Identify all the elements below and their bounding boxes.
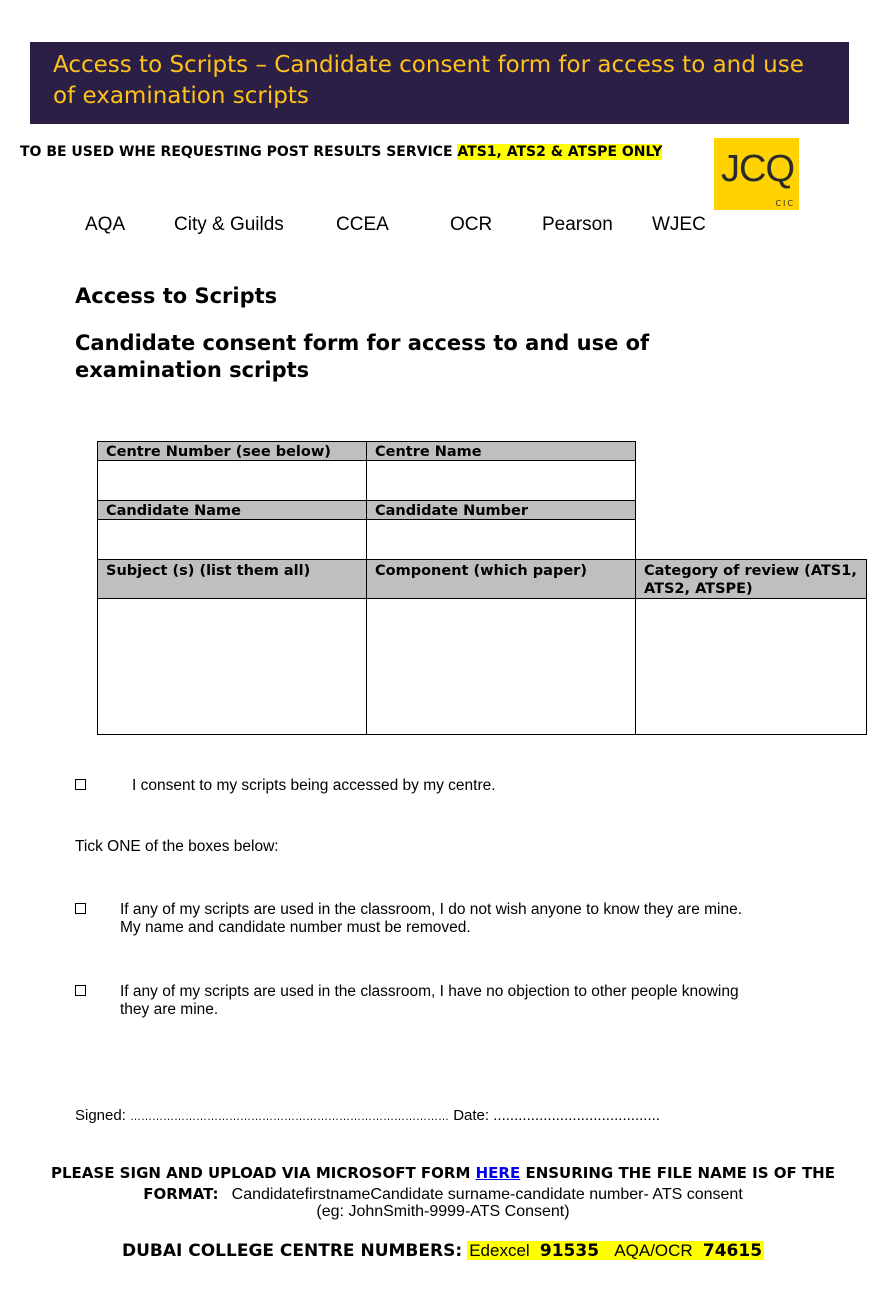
format-line: [0, 1184, 886, 1204]
board-pearson: Pearson: [542, 214, 613, 235]
centre-name-header: Centre Name: [366, 441, 636, 461]
service-notice-highlight: ATS1, ATS2 & ATSPE ONLY: [457, 144, 663, 160]
centre-number-header: Centre Number (see below): [97, 441, 367, 461]
consent-text: I consent to my scripts being accessed by my centre.: [132, 777, 496, 794]
format-label: FORMAT:: [143, 1185, 219, 1203]
option-anonymous-text-line1: If any of my scripts are used in the classroom, I do not wish anyone to know they are mine.: [120, 901, 743, 918]
centre-numbers-label: DUBAI COLLEGE CENTRE NUMBERS:: [121, 1241, 463, 1261]
category-header: Category of review (ATS1, ATS2, ATSPE): [635, 559, 867, 599]
signed-label: Signed:: [75, 1107, 126, 1124]
jcq-logo-subtext: CIC: [775, 199, 795, 208]
service-notice-text: TO BE USED WHE REQUESTING POST RESULTS SERVICE: [20, 144, 458, 160]
consent-checkbox[interactable]: [75, 779, 86, 790]
candidate-number-field[interactable]: [366, 519, 636, 560]
service-notice: [20, 144, 662, 160]
category-field[interactable]: [635, 598, 867, 735]
title-banner: [30, 42, 849, 124]
upload-text-part1: PLEASE SIGN AND UPLOAD VIA MICROSOFT FORM: [51, 1164, 476, 1182]
board-ocr: OCR: [450, 214, 493, 235]
heading-access-to-scripts: Access to Scripts: [75, 284, 278, 308]
banner-title-line2: of examination scripts: [53, 83, 309, 109]
candidate-number-header: Candidate Number: [366, 500, 636, 520]
format-value: CandidatefirstnameCandidate surname-candidate number- ATS consent: [231, 1186, 743, 1203]
jcq-logo: [714, 138, 799, 210]
date-label: Date:: [453, 1107, 490, 1124]
centre-numbers-line: [0, 1241, 886, 1261]
heading-consent-form: Candidate consent form for access to and use of examination scripts: [75, 331, 650, 382]
candidate-name-field[interactable]: [97, 519, 367, 560]
upload-instruction: [0, 1164, 886, 1182]
banner-title-line1: Access to Scripts – Candidate consent form for access to and use: [53, 52, 804, 78]
subjects-field[interactable]: [97, 598, 367, 735]
subjects-header: Subject (s) (list them all): [97, 559, 367, 599]
option-no-objection-checkbox[interactable]: [75, 985, 86, 996]
date-dots[interactable]: ........................................: [493, 1107, 660, 1124]
board-city-guilds: City & Guilds: [174, 214, 284, 235]
board-wjec: WJEC: [652, 214, 706, 235]
board-aqa: AQA: [85, 214, 126, 235]
centre-name-field[interactable]: [366, 460, 636, 501]
candidate-name-header: Candidate Name: [97, 500, 367, 520]
awarding-bodies: [0, 214, 886, 240]
centre-numbers-values: [467, 1241, 764, 1260]
component-field[interactable]: [366, 598, 636, 735]
centre-number-field[interactable]: [97, 460, 367, 501]
option-anonymous-text-line2: My name and candidate number must be removed.: [120, 919, 471, 936]
signed-dots[interactable]: ……………………………………………………………………………: [130, 1111, 450, 1123]
jcq-logo-text: JCQ: [721, 148, 794, 190]
aqa-ocr-label: AQA/OCR: [614, 1241, 693, 1260]
option-anonymous-checkbox[interactable]: [75, 903, 86, 914]
format-example: (eg: JohnSmith-9999-ATS Consent): [316, 1203, 570, 1220]
tick-instruction: Tick ONE of the boxes below:: [75, 838, 279, 855]
edexcel-label: Edexcel: [469, 1241, 530, 1260]
aqa-ocr-number: 74615: [702, 1241, 763, 1261]
signature-line: [75, 1107, 660, 1124]
option-no-objection-text-line1: If any of my scripts are used in the classroom, I have no objection to other people knowing: [120, 983, 739, 1000]
upload-text-part2: ENSURING THE FILE NAME IS OF THE: [520, 1164, 835, 1182]
upload-form-link[interactable]: HERE: [475, 1164, 521, 1182]
option-no-objection-text-line2: they are mine.: [120, 1001, 219, 1018]
board-ccea: CCEA: [336, 214, 389, 235]
component-header: Component (which paper): [366, 559, 636, 599]
edexcel-number: 91535: [539, 1241, 600, 1261]
